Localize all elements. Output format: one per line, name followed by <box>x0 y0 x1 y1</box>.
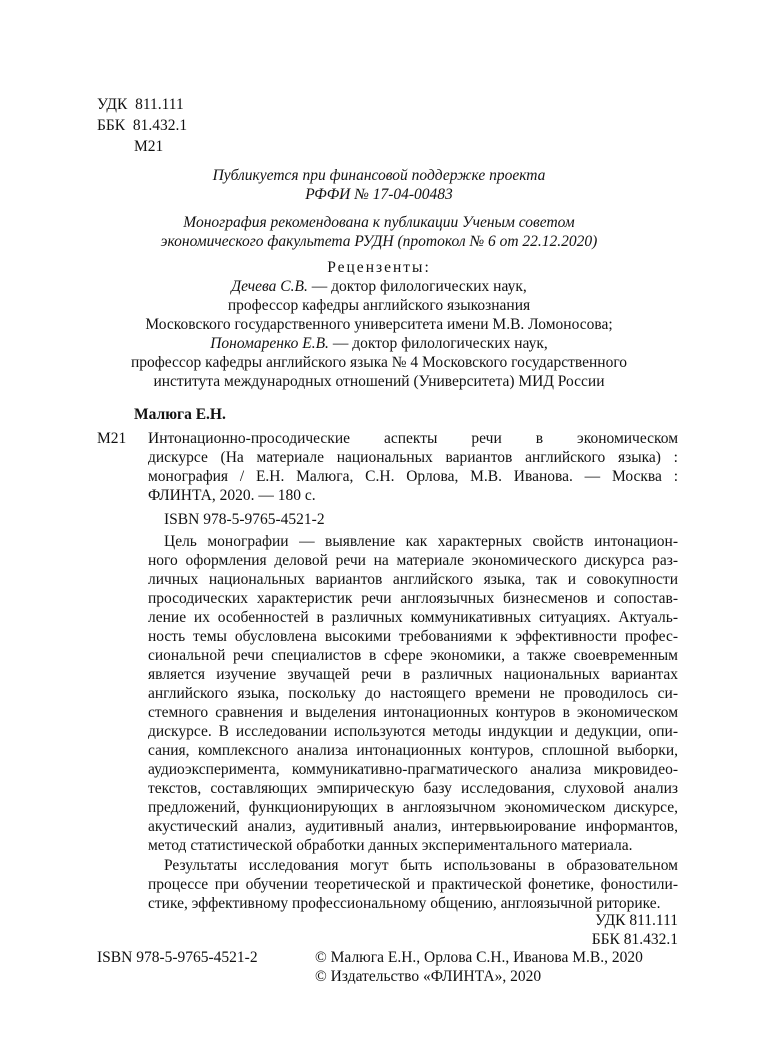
abstract-paragraph-1 <box>148 532 678 855</box>
abstract-line: личных национальных вариантов английского языка, так и совокупности <box>148 571 678 588</box>
abstract-line: дискурсе. В исследовании используются методы индукции и дедукции, опи- <box>148 723 678 740</box>
bib-line: монография / Е.Н. Малюга, С.Н. Орлова, М.В. Иванова. — Москва : <box>148 468 678 485</box>
support-line-2: РФФИ № 17-04-00483 <box>305 186 453 203</box>
bottom-udk: УДК 811.111 <box>595 912 678 929</box>
bib-author-mark: М21 <box>97 430 127 447</box>
abstract-line: Результаты исследования могут быть использованы в образовательном <box>164 857 678 874</box>
reviewer-2-line-2: профессор кафедры английского языка № 4 Московского государственного <box>130 354 628 371</box>
abstract-line: процессе при обучении теоретической и практической фонетике, фоностили- <box>148 876 678 893</box>
udk-line: УДК 811.111 <box>97 96 184 113</box>
abstract-line: является изучение звучащей речи в различных национальных вариантах <box>148 666 678 683</box>
abstract-line: сания, комплексного анализа интонационных контуров, сплошной выборки, <box>148 742 678 759</box>
abstract-line: стике, эффективному профессиональному общению, англоязычной риторике. <box>148 895 661 912</box>
bib-line: Интонационно-просодические аспекты речи в экономическом <box>148 430 678 447</box>
abstract-line: метод статистической обработки данных экспериментального материала. <box>148 837 633 854</box>
copyright-authors: © Малюга Е.Н., Орлова С.Н., Иванова М.В., 2020 <box>315 949 643 966</box>
abstract-line: сиональной речи специалистов в сфере экономики, а также своевременным <box>148 647 678 664</box>
reviewer-1-line: Дечева С.В. — доктор филологических наук, <box>231 278 527 295</box>
bib-author: Малюга Е.Н. <box>134 406 226 423</box>
bottom-bbk: ББК 81.432.1 <box>591 931 678 948</box>
abstract-line: ление их особенностей в различных коммуникативных ситуациях. Актуаль- <box>148 609 678 626</box>
footer-isbn: ISBN 978-5-9765-4521-2 <box>97 949 258 966</box>
author-mark-top: М21 <box>134 138 164 155</box>
abstract-line: стемного сравнения и выделения интонационных контуров в экономическом <box>148 704 678 721</box>
bib-line: дискурсе (На материале национальных вариантов английского языка) : <box>148 449 678 466</box>
reviewer-1-line-3: Московского государственного университета имени М.В. Ломоносова; <box>145 316 613 333</box>
recommendation-line-2: экономического факультета РУДН (протокол № 6 от 22.12.2020) <box>160 233 598 250</box>
bbk-line: ББК 81.432.1 <box>97 117 188 134</box>
reviewer-1-name: Дечева С.В. <box>231 278 308 295</box>
support-line-1: Публикуется при финансовой поддержке проекта <box>212 167 546 184</box>
abstract-paragraph-2 <box>148 856 678 913</box>
reviewer-2-name: Пономаренко Е.В. <box>210 335 329 352</box>
copyright-publisher: © Издательство «ФЛИНТА», 2020 <box>315 968 542 985</box>
reviewers-heading: Рецензенты: <box>327 259 431 276</box>
abstract-line: ного оформления деловой речи на материале экономического дискурса раз- <box>148 552 678 569</box>
recommendation-line-1: Монография рекомендована к публикации Ученым советом <box>183 214 575 231</box>
bib-line: ФЛИНТА, 2020. — 180 с. <box>148 487 316 504</box>
bib-record <box>148 429 678 505</box>
bib-isbn: ISBN 978-5-9765-4521-2 <box>164 511 325 528</box>
abstract-line: английского языка, поскольку до настоящего времени не проводилось си- <box>148 685 678 702</box>
abstract-line: предложений, функционирующих в англоязычном экономическом дискурсе, <box>148 799 678 816</box>
abstract-line: Цель монографии — выявление как характерных свойств интонацион- <box>164 533 678 550</box>
abstract-line: акустический анализ, аудитивный анализ, интервьюирование информантов, <box>148 818 678 835</box>
abstract-line: ность темы обусловлена высокими требованиями к эффективности профес- <box>148 628 678 645</box>
reviewer-1-line-2: профессор кафедры английского языкознания <box>227 297 531 314</box>
reviewer-2-line-3: института международных отношений (Университета) МИД России <box>153 373 605 390</box>
abstract-line: просодических характеристик речи англоязычных бизнесменов и сопостав- <box>148 590 678 607</box>
abstract-line: текстов, составляющих эмпирическую базу исследования, слуховой анализ <box>148 780 678 797</box>
reviewer-2-line: Пономаренко Е.В. — доктор филологических наук, <box>210 335 548 352</box>
abstract-line: аудиоэксперимента, коммуникативно-прагматического анализа микровидео- <box>148 761 678 778</box>
